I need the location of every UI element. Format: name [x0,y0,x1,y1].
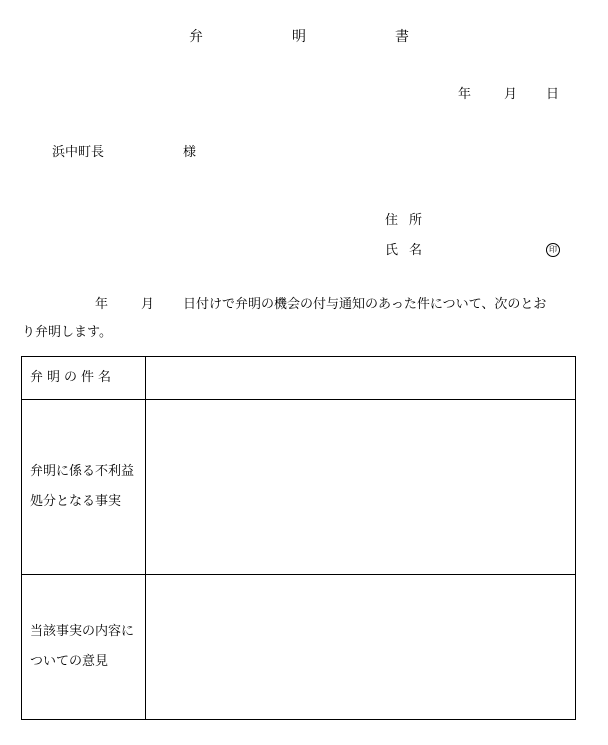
table-label-cell [22,357,146,400]
document-title-char-2: 明 [292,29,306,45]
body-paragraph-line-1 [0,297,608,313]
date-year-label: 年 [458,87,472,102]
document-title-char-3: 書 [395,29,409,45]
addressee-name: 浜中町長 [52,145,105,160]
disadvantageous-facts-label: 弁明に係る不利益処分となる事実 [30,464,135,509]
explanation-form-table [21,356,576,720]
date-day-label: 日 [546,87,560,102]
body-month-label: 月 [141,297,155,312]
body-paragraph-line-2: り弁明します。 [22,325,112,340]
subject-label: 弁明の件名 [30,370,116,385]
subject-field[interactable] [146,357,576,400]
table-row [22,400,576,575]
disadvantageous-facts-field[interactable] [146,400,576,575]
opinion-label: 当該事実の内容についての意見 [30,624,135,669]
table-label-cell [22,575,146,720]
table-label-cell [22,400,146,575]
body-text-continuation: 日付けで弁明の機会の付与通知のあった件について、次のとお [183,297,547,312]
address-label: 住所 [385,213,434,228]
seal-mark-icon: 印 [546,243,560,257]
name-label: 氏名 [385,243,434,258]
table-row [22,575,576,720]
body-year-label: 年 [95,297,109,312]
date-month-label: 月 [504,87,518,102]
opinion-field[interactable] [146,575,576,720]
table-row [22,357,576,400]
document-title-char-1: 弁 [189,29,203,45]
addressee-honorific: 様 [183,145,197,160]
